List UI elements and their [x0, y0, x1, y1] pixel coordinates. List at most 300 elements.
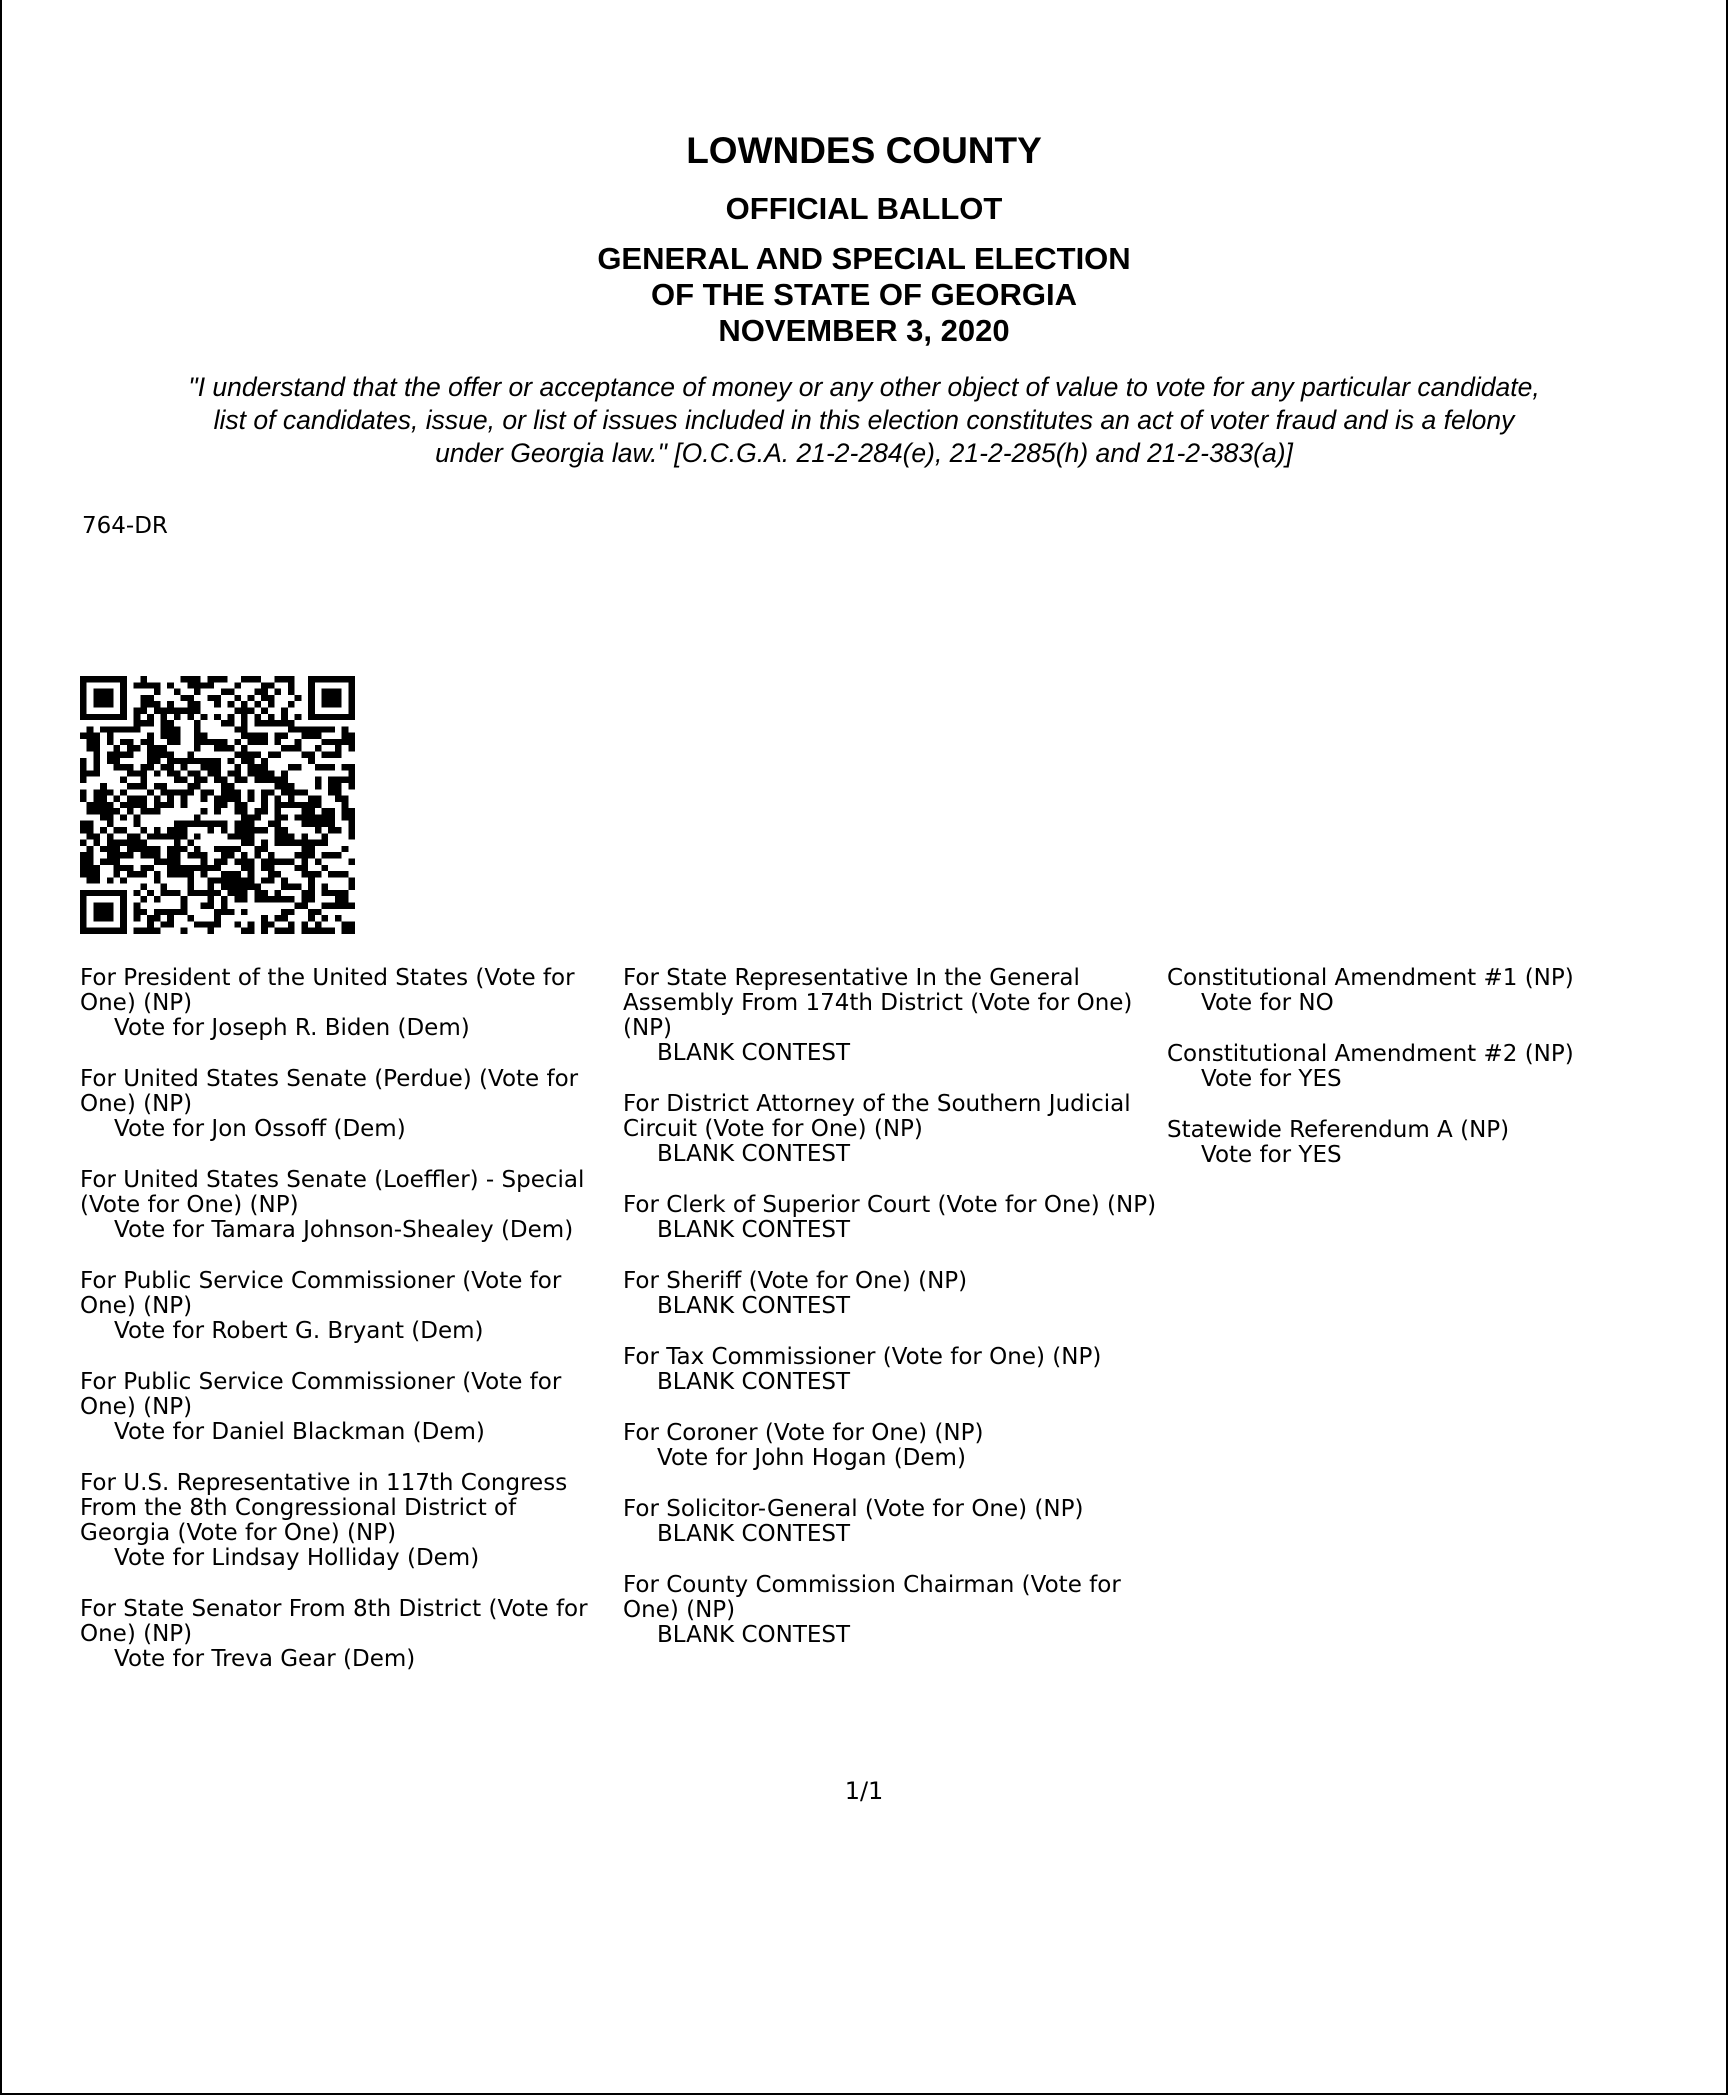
qr-module — [301, 802, 308, 808]
qr-module — [228, 689, 235, 695]
qr-module — [221, 871, 228, 877]
qr-module — [87, 739, 94, 745]
qr-module — [194, 720, 201, 726]
contest-choice: BLANK CONTEST — [657, 1040, 851, 1066]
qr-module — [241, 745, 248, 751]
contest-choice: Vote for Robert G. Bryant (Dem) — [114, 1318, 484, 1344]
qr-module — [328, 808, 335, 814]
qr-module — [147, 890, 154, 896]
qr-module — [154, 896, 161, 902]
qr-module — [308, 808, 315, 814]
qr-module — [127, 796, 134, 802]
qr-module — [134, 714, 141, 720]
qr-module — [228, 852, 235, 858]
qr-module — [194, 770, 201, 776]
qr-module — [194, 726, 201, 732]
qr-module — [127, 745, 134, 751]
qr-module — [134, 871, 141, 877]
qr-module — [181, 871, 188, 877]
qr-module — [87, 726, 94, 732]
qr-module — [201, 921, 208, 927]
qr-module — [194, 890, 201, 896]
qr-module — [308, 821, 315, 827]
qr-module — [248, 758, 255, 764]
qr-module — [140, 802, 147, 808]
qr-module — [342, 802, 349, 808]
qr-module — [348, 921, 355, 927]
qr-module — [187, 707, 194, 713]
qr-module — [221, 676, 228, 682]
qr-module — [140, 739, 147, 745]
qr-module — [254, 808, 261, 814]
qr-module — [241, 877, 248, 883]
qr-module — [127, 739, 134, 745]
qr-module — [93, 752, 100, 758]
qr-module — [342, 896, 349, 902]
qr-module — [174, 858, 181, 864]
qr-module — [174, 909, 181, 915]
qr-module — [321, 903, 328, 909]
qr-module — [80, 827, 87, 833]
qr-module — [342, 921, 349, 927]
qr-module — [100, 726, 107, 732]
qr-module — [301, 789, 308, 795]
qr-module — [321, 814, 328, 820]
contest-title: For Sheriff (Vote for One) (NP) — [623, 1268, 968, 1294]
qr-module — [207, 770, 214, 776]
qr-module — [174, 833, 181, 839]
qr-module — [295, 764, 302, 770]
contest-choice: BLANK CONTEST — [657, 1521, 851, 1547]
qr-module — [321, 865, 328, 871]
qr-module — [321, 928, 328, 934]
qr-module — [107, 802, 114, 808]
qr-module — [301, 814, 308, 820]
qr-module — [281, 783, 288, 789]
qr-module — [221, 846, 228, 852]
qr-module — [342, 928, 349, 934]
qr-module — [335, 796, 342, 802]
qr-module — [248, 695, 255, 701]
qr-module — [160, 802, 167, 808]
qr-module — [234, 682, 241, 688]
qr-module — [261, 682, 268, 688]
contest-amendment-2 — [1167, 1042, 1687, 1092]
qr-module — [93, 871, 100, 877]
qr-module — [335, 789, 342, 795]
qr-module — [248, 752, 255, 758]
qr-module — [114, 764, 121, 770]
qr-module — [328, 871, 335, 877]
qr-module — [275, 796, 282, 802]
qr-module — [214, 877, 221, 883]
qr-module — [241, 833, 248, 839]
qr-module — [167, 770, 174, 776]
qr-module — [154, 915, 161, 921]
qr-module — [234, 695, 241, 701]
qr-module — [281, 877, 288, 883]
qr-module — [301, 846, 308, 852]
qr-module — [295, 739, 302, 745]
qr-module — [167, 802, 174, 808]
qr-module — [181, 903, 188, 909]
qr-module — [140, 796, 147, 802]
qr-module — [134, 903, 141, 909]
qr-module — [107, 833, 114, 839]
qr-module — [281, 745, 288, 751]
qr-module — [160, 789, 167, 795]
qr-module — [261, 846, 268, 852]
oath-line: list of candidates, issue, or list of issues included in this election constitutes an act of voter fraud and is a felony — [213, 405, 1515, 435]
qr-module — [281, 827, 288, 833]
qr-module — [241, 752, 248, 758]
qr-module — [308, 890, 315, 896]
qr-module — [201, 777, 208, 783]
qr-module — [147, 921, 154, 927]
qr-module — [321, 764, 328, 770]
qr-module — [261, 915, 268, 921]
contest-district-attorney — [623, 1092, 1163, 1167]
qr-module — [234, 796, 241, 802]
qr-module — [120, 739, 127, 745]
qr-module — [214, 770, 221, 776]
qr-module — [288, 682, 295, 688]
qr-module — [288, 833, 295, 839]
qr-module — [315, 840, 322, 846]
qr-module — [154, 909, 161, 915]
qr-module — [127, 752, 134, 758]
qr-module — [194, 758, 201, 764]
qr-module — [281, 896, 288, 902]
qr-module — [174, 789, 181, 795]
qr-module — [254, 770, 261, 776]
qr-module — [335, 827, 342, 833]
qr-module — [127, 726, 134, 732]
qr-module — [87, 858, 94, 864]
qr-module — [281, 733, 288, 739]
qr-module — [234, 921, 241, 927]
qr-module — [120, 764, 127, 770]
qr-module — [234, 764, 241, 770]
qr-module — [261, 808, 268, 814]
qr-module — [134, 726, 141, 732]
qr-module — [301, 833, 308, 839]
contest-choice: Vote for YES — [1201, 1066, 1342, 1092]
qr-module — [187, 752, 194, 758]
oath-line: under Georgia law." [O.C.G.A. 21-2-284(e), 21-2-285(h) and 21-2-383(a)] — [435, 438, 1293, 468]
qr-module — [214, 921, 221, 927]
qr-module — [187, 871, 194, 877]
qr-module — [268, 770, 275, 776]
qr-module — [268, 714, 275, 720]
contest-title: For President of the United States (Vote for One) (NP) — [80, 965, 575, 1016]
qr-module — [234, 833, 241, 839]
qr-module — [80, 764, 87, 770]
qr-module — [127, 865, 134, 871]
qr-module — [221, 821, 228, 827]
qr-module — [261, 921, 268, 927]
qr-module — [154, 846, 161, 852]
qr-module — [207, 739, 214, 745]
qr-module — [167, 871, 174, 877]
qr-module — [194, 814, 201, 820]
qr-module — [87, 827, 94, 833]
qr-module — [228, 871, 235, 877]
qr-module — [295, 745, 302, 751]
qr-module — [308, 915, 315, 921]
qr-module — [328, 726, 335, 732]
qr-module — [342, 777, 349, 783]
qr-module — [80, 770, 87, 776]
qr-module — [201, 733, 208, 739]
qr-module — [275, 858, 282, 864]
qr-module — [93, 802, 100, 808]
qr-module — [100, 783, 107, 789]
qr-module — [134, 890, 141, 896]
qr-module — [315, 802, 322, 808]
qr-module — [87, 745, 94, 751]
qr-module — [234, 827, 241, 833]
qr-module — [134, 840, 141, 846]
qr-module — [214, 764, 221, 770]
qr-module — [228, 909, 235, 915]
qr-module — [207, 789, 214, 795]
qr-module — [335, 752, 342, 758]
qr-module — [134, 682, 141, 688]
qr-module — [181, 928, 188, 934]
qr-module — [241, 726, 248, 732]
qr-module — [321, 884, 328, 890]
qr-module — [147, 720, 154, 726]
qr-module — [301, 890, 308, 896]
qr-module — [181, 764, 188, 770]
qr-module — [100, 789, 107, 795]
qr-module — [261, 802, 268, 808]
qr-module — [140, 852, 147, 858]
qr-module — [342, 796, 349, 802]
qr-module — [342, 739, 349, 745]
qr-module — [275, 733, 282, 739]
qr-module — [80, 733, 87, 739]
qr-module — [93, 770, 100, 776]
contest-title: For Clerk of Superior Court (Vote for One) (NP) — [623, 1192, 1157, 1218]
qr-module — [308, 752, 315, 758]
qr-module — [335, 783, 342, 789]
qr-module — [254, 701, 261, 707]
qr-module — [154, 752, 161, 758]
qr-module — [261, 733, 268, 739]
oath-line: "I understand that the offer or acceptance of money or any other object of value to vote for any particular candidate, — [188, 372, 1540, 402]
qr-module — [234, 802, 241, 808]
qr-module — [268, 789, 275, 795]
qr-module — [308, 758, 315, 764]
qr-module — [268, 682, 275, 688]
qr-module — [201, 758, 208, 764]
qr-module — [140, 865, 147, 871]
contest-title: For Tax Commissioner (Vote for One) (NP) — [623, 1344, 1102, 1370]
qr-module — [315, 745, 322, 751]
qr-module — [187, 701, 194, 707]
qr-module — [187, 840, 194, 846]
contest-county-commission-chairman — [623, 1573, 1163, 1648]
qr-module — [107, 814, 114, 820]
election-title — [0, 241, 1728, 349]
qr-module — [254, 720, 261, 726]
qr-module — [120, 789, 127, 795]
qr-module — [348, 777, 355, 783]
qr-module — [160, 833, 167, 839]
qr-module — [348, 739, 355, 745]
qr-module — [342, 846, 349, 852]
contest-title: For State Senator From 8th District (Vote for One) (NP) — [80, 1596, 588, 1647]
qr-module — [187, 695, 194, 701]
qr-module — [328, 890, 335, 896]
qr-module — [167, 764, 174, 770]
qr-module — [120, 802, 127, 808]
qr-module — [281, 840, 288, 846]
qr-module — [241, 808, 248, 814]
qr-module — [207, 827, 214, 833]
qr-module — [114, 752, 121, 758]
qr-module — [228, 884, 235, 890]
qr-module — [254, 884, 261, 890]
qr-module — [348, 903, 355, 909]
qr-module — [134, 802, 141, 808]
qr-module — [100, 808, 107, 814]
qr-module — [234, 890, 241, 896]
qr-module — [335, 903, 342, 909]
qr-module — [194, 865, 201, 871]
qr-module — [295, 814, 302, 820]
qr-module — [127, 783, 134, 789]
qr-module — [160, 752, 167, 758]
qr-module — [301, 921, 308, 927]
qr-module — [335, 896, 342, 902]
qr-module — [221, 896, 228, 902]
qr-module — [160, 745, 167, 751]
qr-module — [201, 903, 208, 909]
qr-module — [275, 896, 282, 902]
qr-module — [194, 733, 201, 739]
qr-module — [281, 928, 288, 934]
qr-module — [154, 928, 161, 934]
qr-module — [201, 852, 208, 858]
qr-module — [147, 695, 154, 701]
qr-module — [174, 890, 181, 896]
qr-module — [328, 827, 335, 833]
qr-module — [207, 903, 214, 909]
qr-module — [160, 858, 167, 864]
qr-module — [275, 689, 282, 695]
contest-choice: BLANK CONTEST — [657, 1369, 851, 1395]
ballot-type-title: OFFICIAL BALLOT — [725, 191, 1003, 226]
qr-module — [87, 877, 94, 883]
qr-module — [87, 852, 94, 858]
qr-module — [201, 682, 208, 688]
qr-module — [254, 689, 261, 695]
qr-module — [87, 865, 94, 871]
qr-module — [315, 796, 322, 802]
qr-module — [234, 739, 241, 745]
contest-choice: Vote for NO — [1201, 990, 1334, 1016]
qr-module — [295, 802, 302, 808]
qr-module — [275, 928, 282, 934]
qr-module — [134, 814, 141, 820]
qr-module — [308, 846, 315, 852]
qr-module — [140, 676, 147, 682]
qr-module — [114, 865, 121, 871]
qr-module — [201, 789, 208, 795]
qr-module — [181, 846, 188, 852]
qr-module — [228, 789, 235, 795]
qr-module — [248, 707, 255, 713]
qr-module — [342, 764, 349, 770]
qr-module — [87, 733, 94, 739]
qr-module — [167, 726, 174, 732]
qr-module — [174, 827, 181, 833]
qr-module — [127, 852, 134, 858]
qr-module — [328, 852, 335, 858]
qr-module — [181, 789, 188, 795]
qr-module — [107, 789, 114, 795]
qr-module — [147, 808, 154, 814]
qr-module — [214, 821, 221, 827]
qr-module — [241, 840, 248, 846]
qr-module — [154, 808, 161, 814]
qr-module — [147, 745, 154, 751]
qr-module — [308, 871, 315, 877]
qr-module — [288, 720, 295, 726]
qr-module — [308, 733, 315, 739]
qr-module — [214, 695, 221, 701]
qr-module — [87, 833, 94, 839]
qr-module — [80, 858, 87, 864]
qr-module — [281, 707, 288, 713]
qr-module — [275, 871, 282, 877]
qr-module — [335, 871, 342, 877]
contest-title: Constitutional Amendment #2 (NP) — [1167, 1041, 1574, 1067]
qr-module — [120, 852, 127, 858]
qr-module — [174, 840, 181, 846]
qr-module — [80, 821, 87, 827]
qr-module — [107, 739, 114, 745]
qr-module — [221, 858, 228, 864]
qr-module — [187, 821, 194, 827]
contest-title: For Solicitor-General (Vote for One) (NP) — [623, 1496, 1084, 1522]
qr-module — [214, 714, 221, 720]
qr-module — [241, 802, 248, 808]
contest-choice: BLANK CONTEST — [657, 1217, 851, 1243]
qr-module — [107, 733, 114, 739]
qr-module — [328, 903, 335, 909]
qr-module — [261, 877, 268, 883]
qr-module — [87, 871, 94, 877]
qr-module — [134, 821, 141, 827]
contest-title: For Coroner (Vote for One) (NP) — [623, 1420, 984, 1446]
qr-module — [234, 896, 241, 902]
qr-module — [167, 789, 174, 795]
qr-module — [241, 884, 248, 890]
contest-choice: Vote for Joseph R. Biden (Dem) — [114, 1015, 470, 1041]
qr-module — [174, 821, 181, 827]
contest-choice: BLANK CONTEST — [657, 1141, 851, 1167]
qr-module — [154, 707, 161, 713]
qr-module — [134, 909, 141, 915]
qr-module — [221, 745, 228, 751]
qr-module — [254, 676, 261, 682]
qr-module — [295, 884, 302, 890]
qr-module — [342, 726, 349, 732]
